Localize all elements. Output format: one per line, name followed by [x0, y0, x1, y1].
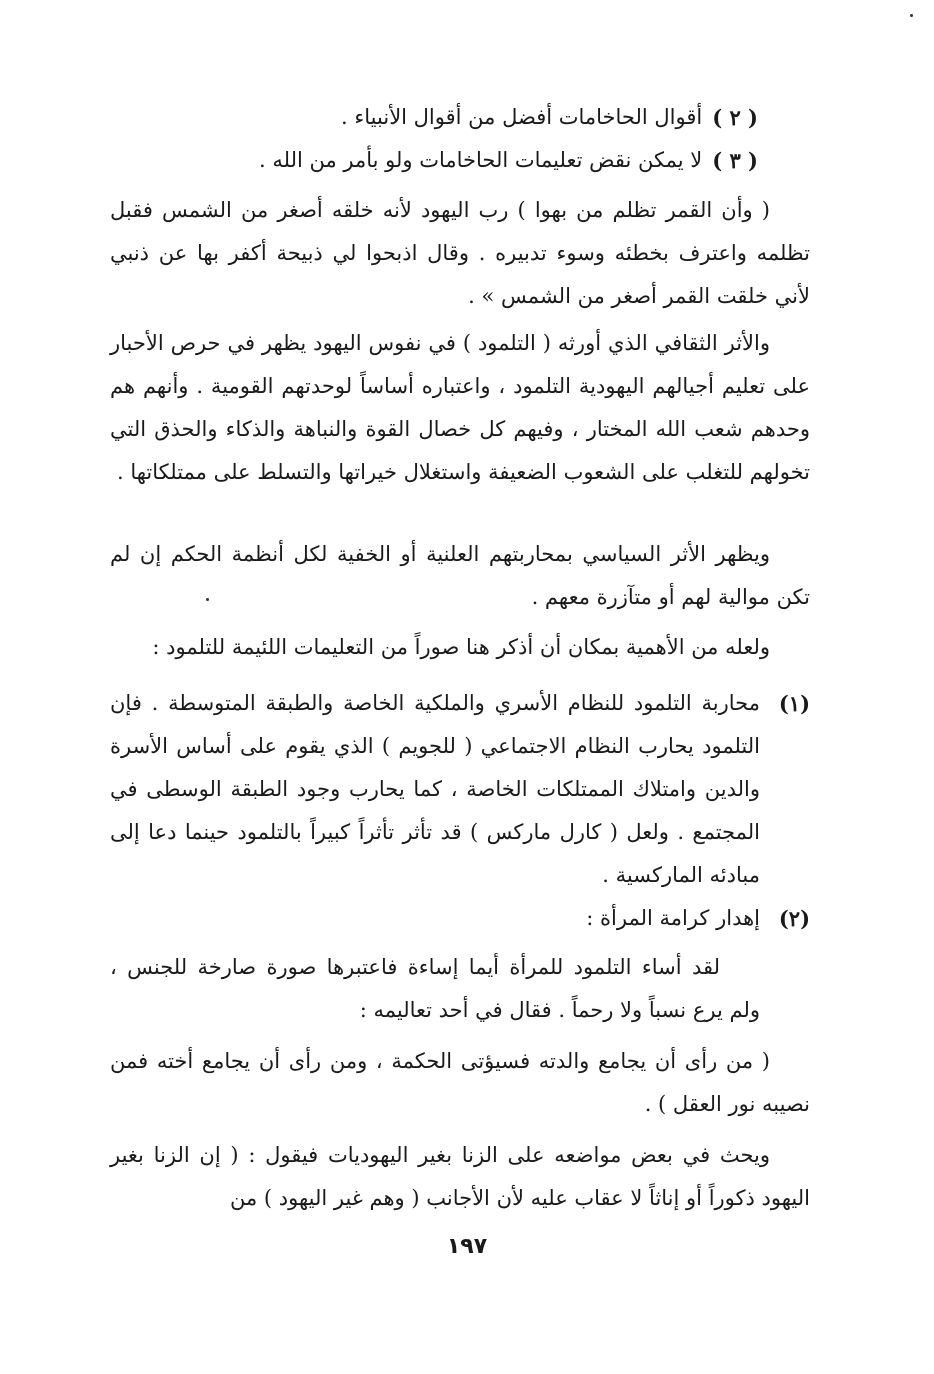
woman-paragraph-block — [110, 946, 760, 1032]
scan-speck — [910, 14, 913, 17]
moon-quote-block — [110, 189, 810, 318]
wisdom-quote: ( من رأى أن يجامع والدته فسيؤتى الحكمة ، ومن رأى أن يجامع أخته فمن نصيبه نور العقل ) . — [110, 1049, 810, 1116]
item-number: (٢) — [778, 906, 810, 931]
item-two-block — [110, 897, 810, 940]
item-number: (١) — [778, 691, 810, 716]
list-number: ( ٣ ) — [712, 148, 758, 173]
page-number: ١٩٧ — [446, 1234, 488, 1259]
top-list — [218, 96, 758, 182]
list-item — [218, 96, 758, 139]
adultery-paragraph-block — [110, 1134, 810, 1220]
item-text: إهدار كرامة المرأة : — [586, 906, 760, 930]
cultural-paragraph-block — [110, 322, 810, 494]
intro-paragraph-block — [110, 626, 810, 669]
wisdom-quote-block — [110, 1040, 810, 1126]
item-one-block — [110, 682, 810, 897]
woman-paragraph: لقد أساء التلمود للمرأة أيما إساءة فاعتبرها صورة صارخة للجنس ، ولم يرع نسباً ولا رحماً . فقال في أحد تعاليمه : — [110, 955, 760, 1022]
political-paragraph-block — [110, 533, 810, 619]
moon-quote: ( وأن القمر تظلم من بهوا ) رب اليهود لأنه خلقه أصغر من الشمس فقبل تظلمه واعترف بخطئه وسوء تدبيره . وقال اذبحوا لي ذبيحة أكفر بها عن ذنبي لأني خلقت القمر أصغر من الشمس » . — [110, 198, 810, 308]
list-text: لا يمكن نقض تعليمات الحاخامات ولو بأمر من الله . — [259, 148, 703, 172]
intro-paragraph: ولعله من الأهمية بمكان أن أذكر هنا صوراً من التعليمات اللئيمة للتلمود : — [152, 635, 770, 659]
list-number: ( ٢ ) — [712, 105, 758, 130]
cultural-paragraph: والأثر الثقافي الذي أورثه ( التلمود ) في نفوس اليهود يظهر في حرص الأحبار على تعليم أجيالهم اليهودية التلمود ، واعتباره أساساً لوحدتهم القومية . وأنهم هم وحدهم شعب الله المختار ، وفيهم كل خصال القوة والنباهة والذكاء والحذق التي تخولهم للتغلب على الشعوب الضعيفة واستغلال خيراتها والتسلط على ممتلكاتها . — [110, 331, 810, 484]
list-item — [218, 139, 758, 182]
item-text: محاربة التلمود للنظام الأسري والملكية الخاصة والطبقة المتوسطة . فإن التلمود يحارب النظام الاجتماعي ( للجويم ) الذي يقوم على أساس الأسرة والدين وامتلاك الممتلكات الخاصة ، كما يحارب وجود الطبقة الوسطى في المجتمع . ولعل ( كارل ماركس ) قد تأثر تأثراً كبيراً بالتلمود حينما دعا إلى مبادئه الماركسية . — [110, 691, 760, 887]
political-paragraph: ويظهر الأثر السياسي بمحاربتهم العلنية أو الخفية لكل أنظمة الحكم إن لم تكن موالية لهم أو متآزرة معهم . — [110, 542, 810, 609]
list-text: أقوال الحاخامات أفضل من أقوال الأنبياء . — [341, 105, 703, 129]
adultery-paragraph: ويحث في بعض مواضعه على الزنا بغير اليهوديات فيقول : ( إن الزنا بغير اليهود ذكوراً أو إناثاً لا عقاب عليه لأن الأجانب ( وهم غير اليهود ) من — [110, 1143, 810, 1210]
numbered-item — [110, 897, 810, 940]
numbered-item — [110, 682, 810, 897]
